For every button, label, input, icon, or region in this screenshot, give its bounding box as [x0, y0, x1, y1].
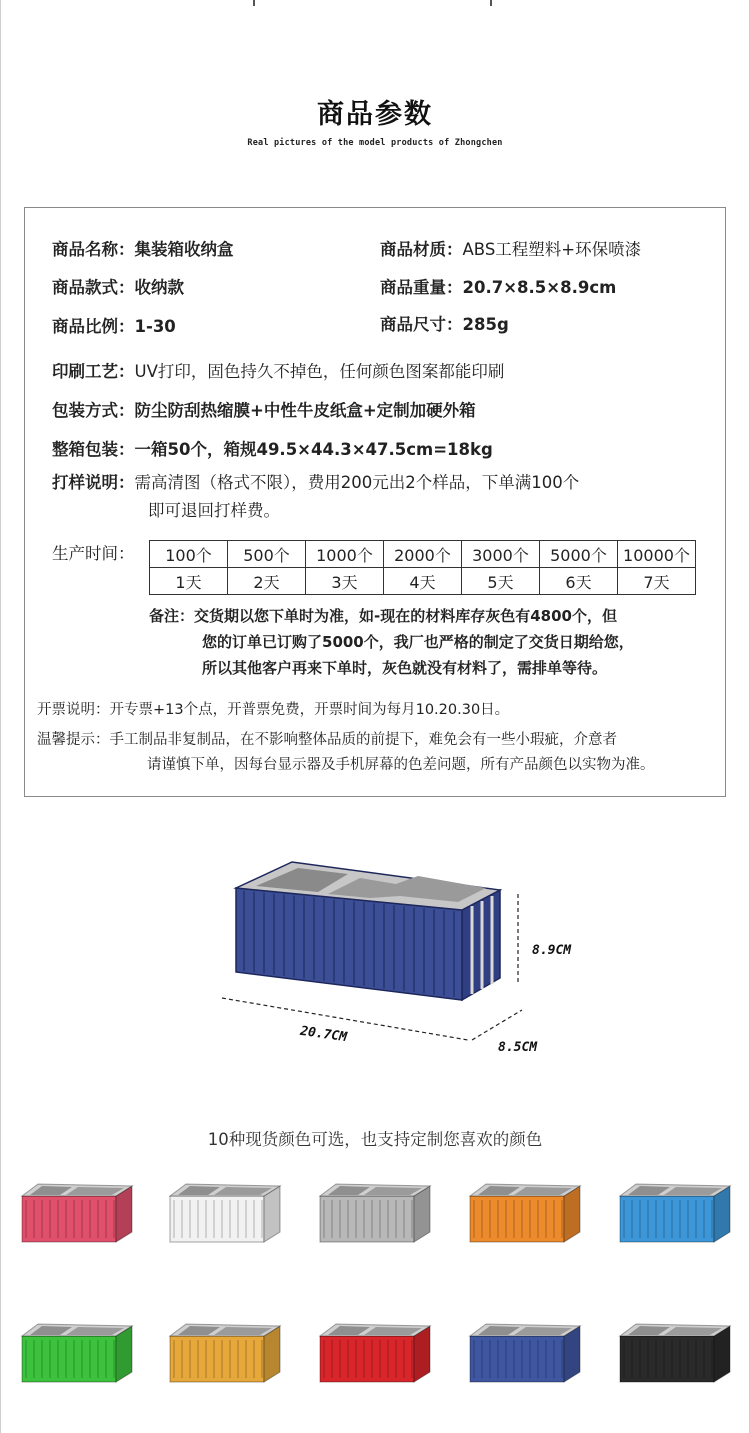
spec-material-label: 商品材质：	[380, 240, 463, 259]
spec-pack-value: 防尘防刮热缩膜+中性牛皮纸盒+定制加硬外箱	[134, 401, 476, 420]
color-variant-container	[318, 1320, 432, 1384]
note-line-1	[149, 605, 617, 626]
spec-carton-value: 一箱50个，箱规49.5×44.3×47.5cm=18kg	[134, 440, 493, 459]
spec-size-label: 商品尺寸：	[380, 315, 463, 334]
spec-weight-value: 20.7×8.5×8.9cm	[462, 278, 617, 297]
spec-pack-label: 包装方式：	[52, 401, 135, 420]
spec-weight	[380, 274, 616, 298]
spec-pack	[52, 397, 476, 421]
spec-name-label: 商品名称：	[52, 240, 135, 259]
spec-sample	[52, 469, 579, 493]
spec-sample-value-1: 需高清图（格式不限），费用200元出2个样品，下单满100个	[134, 473, 580, 492]
days-cell: 7天	[618, 568, 696, 595]
spec-scale-value: 1-30	[134, 317, 176, 336]
spec-sample-value-2: 即可退回打样费。	[148, 501, 280, 520]
spec-material	[380, 236, 641, 260]
note-text-1: 交货期以您下单时为准，如-现在的材料库存灰色有4800个，但	[194, 607, 617, 625]
spec-print-label: 印刷工艺：	[52, 362, 135, 381]
top-tick	[490, 0, 492, 6]
invoice-value: 开专票+13个点，开普票免费，开票时间为每月10.20.30日。	[109, 702, 510, 718]
days-cell: 2天	[228, 568, 306, 595]
invoice-line	[37, 698, 509, 719]
spec-carton	[52, 436, 493, 460]
color-variant-container	[618, 1320, 732, 1384]
tips-text-1: 手工制品非复制品，在不影响整体品质的前提下，难免会有一些小瑕疵，介意者	[109, 732, 617, 748]
days-cell: 5天	[462, 568, 540, 595]
production-label: 生产时间：	[52, 544, 135, 563]
width-label: 8.5CM	[498, 1040, 538, 1055]
days-cell: 1天	[150, 568, 228, 595]
spec-print	[52, 358, 504, 382]
spec-material-value: ABS工程塑料+环保喷漆	[462, 240, 642, 259]
spec-size-value: 285g	[462, 315, 509, 334]
days-cell: 4天	[384, 568, 462, 595]
spec-print-value: UV打印，固色持久不掉色，任何颜色图案都能印刷	[134, 362, 505, 381]
production-days-row	[150, 568, 696, 595]
note-line-2: 您的订单已订购了5000个，我厂也严格的制定了交货日期给您，	[202, 633, 634, 651]
tips-line-2: 请谨慎下单，因每台显示器及手机屏幕的色差问题，所有产品颜色以实物为准。	[147, 757, 655, 773]
qty-cell: 100个	[150, 541, 228, 568]
color-variant-container	[168, 1320, 282, 1384]
qty-cell: 3000个	[462, 541, 540, 568]
top-tick	[253, 0, 255, 6]
spec-sample-cont	[148, 497, 280, 521]
color-variant-container	[20, 1320, 134, 1384]
tips-line-1	[37, 728, 617, 749]
color-variant-container	[468, 1180, 582, 1244]
spec-sample-label: 打样说明：	[52, 473, 135, 492]
production-qty-row	[150, 541, 696, 568]
left-edge-line	[0, 0, 1, 1433]
color-variant-container	[168, 1180, 282, 1244]
width-dim-line	[472, 1010, 522, 1040]
spec-scale-label: 商品比例：	[52, 317, 135, 336]
color-variant-container	[618, 1180, 732, 1244]
spec-scale	[52, 313, 176, 337]
note-line-3: 所以其他客户再来下单时，灰色就没有材料了，需排单等待。	[202, 659, 608, 677]
qty-cell: 500个	[228, 541, 306, 568]
spec-style-value: 收纳款	[134, 278, 184, 297]
qty-cell: 2000个	[384, 541, 462, 568]
spec-style	[52, 274, 184, 298]
qty-cell: 10000个	[618, 541, 696, 568]
height-label: 8.9CM	[532, 943, 572, 958]
invoice-label: 开票说明：	[37, 702, 110, 718]
tips-label: 温馨提示：	[37, 732, 110, 748]
color-variant-container	[468, 1320, 582, 1384]
spec-weight-label: 商品重量：	[380, 278, 463, 297]
spec-name	[52, 236, 234, 260]
color-variant-container	[20, 1180, 134, 1244]
spec-style-label: 商品款式：	[52, 278, 135, 297]
page-title: 商品参数	[317, 99, 433, 130]
qty-cell: 5000个	[540, 541, 618, 568]
spec-carton-label: 整箱包装：	[52, 440, 135, 459]
length-label: 20.7CM	[299, 1023, 348, 1046]
color-variant-container	[318, 1180, 432, 1244]
production-table	[149, 540, 696, 595]
colors-title: 10种现货颜色可选，也支持定制您喜欢的颜色	[207, 1130, 543, 1149]
spec-size	[380, 311, 509, 335]
page-subtitle: Real pictures of the model products of Zhongchen	[247, 138, 503, 148]
days-cell: 3天	[306, 568, 384, 595]
container-illustration	[200, 850, 560, 1060]
days-cell: 6天	[540, 568, 618, 595]
spec-name-value: 集装箱收纳盒	[134, 240, 234, 259]
note-label: 备注：	[149, 607, 195, 625]
qty-cell: 1000个	[306, 541, 384, 568]
